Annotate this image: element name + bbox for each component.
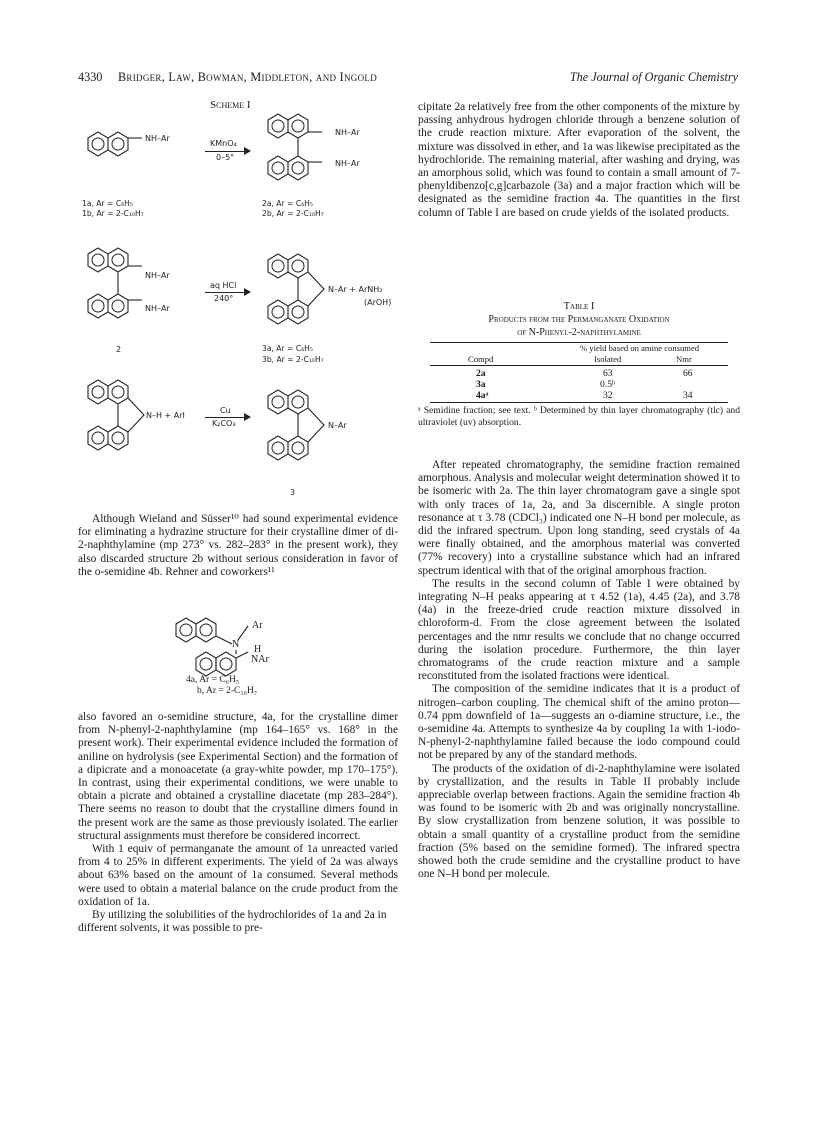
paragraph: By utilizing the solubilities of the hydrochlorides of 1a and 2a in different solvents, it was possible to pre- bbox=[78, 909, 387, 935]
table-title: Table I bbox=[563, 301, 595, 312]
group-label: NH–Ar bbox=[145, 134, 170, 143]
paragraph: cipitate 2a relatively free from the other components of the mixture by passing anhydrous hydrogen chloride through a benzene solution of the crude reaction mixture. After evaporation of the solvent, the mixture was dissolved in ether, and 1a was likewise precipitated as the hydrochloride. The remaining material, after washing and drying, was an amorphous solid, which was found to contain a small amount of 7-phenyldibenzo[c,g]carbazole (3a) and a major fraction which will be designated as the semidine fraction 4a. The quantities in the first column of Table I are based on crude yields of the isolated products. bbox=[418, 101, 740, 219]
paragraph: The products of the oxidation of di-2-naphthylamine were isolated by crystallization, and the results in Table II probably include appreciable overlap between fractions. Again the semidine fraction 4b was found to be isomeric with 2b and was originally noncrystalline. By slow crystallization from benzene solution, it was possible to obtain a small quantity of a crystalline product from the semidine fraction (5% based on the semidine formed). The infrared spectra showed both the crude semidine and the crystalline product to have one N–H bond per molecule. bbox=[418, 762, 740, 881]
compound-caption-3a: 3a, Ar = C₆H₅ bbox=[262, 344, 313, 353]
binaphthyl-structure-2 bbox=[262, 110, 342, 188]
compound-caption-2a: 2a, Ar = C₆H₅ bbox=[262, 199, 313, 208]
group-label: N–Ar bbox=[328, 421, 347, 430]
table-row bbox=[418, 379, 740, 390]
caption-4b: b, Ar = 2-C₁₀H₇ bbox=[197, 686, 258, 696]
col-header: Nmr bbox=[676, 354, 692, 364]
cell: 63 bbox=[603, 368, 613, 379]
reagent-label: KMnO₄ bbox=[210, 139, 237, 148]
compound-caption-1a: 1a, Ar = C₆H₅ bbox=[82, 199, 133, 208]
running-header bbox=[78, 70, 738, 88]
left-column-text-bottom bbox=[78, 711, 398, 935]
right-column-text-top bbox=[418, 101, 740, 220]
table-row bbox=[418, 390, 740, 401]
table-rule bbox=[430, 402, 728, 403]
compound-label-2: 2 bbox=[116, 345, 122, 354]
cell: 0.5ᵇ bbox=[600, 379, 615, 390]
group-label: NH–Ar bbox=[145, 304, 170, 313]
span-header: % yield based on amine consumed bbox=[580, 343, 700, 353]
structure-4-caption bbox=[186, 675, 257, 697]
paragraph: With 1 equiv of permanganate the amount of 1a unreacted varied from 4 to 25% in different experiments. The yield of 2a was always about 63% based on the amount of 1a consumed. Several methods were used to obtain a material balance on the crude product from the oxidation of 1a. bbox=[78, 843, 398, 908]
cell: 32 bbox=[603, 390, 613, 401]
table-header-row bbox=[418, 354, 740, 365]
cell: 2a bbox=[476, 368, 486, 379]
label-nar: NAr bbox=[251, 654, 269, 665]
journal-title: The Journal of Organic Chemistry bbox=[569, 70, 738, 84]
paragraph: Although Wieland and Süsser¹⁰ had sound experimental evidence for eliminating a hydrazine structure for their crystalline dimer of di-2-naphthylamine (mp 273° vs. 282–283° in the present work), they also discarded structure 2b without serious consideration in favor of the o-semidine 4b. Rehner and coworkers¹¹ bbox=[78, 513, 398, 578]
page-number: 4330 bbox=[78, 70, 103, 84]
cell: 4aᵃ bbox=[476, 390, 489, 401]
table-1 bbox=[418, 300, 740, 428]
reagent-condition: 0–5° bbox=[216, 153, 235, 162]
col-header: Isolated bbox=[594, 354, 622, 364]
naphthylamine-structure-1 bbox=[82, 126, 172, 166]
right-column-text-bottom bbox=[418, 459, 740, 882]
compound-caption-2b: 2b, Ar = 2-C₁₀H₇ bbox=[262, 209, 324, 218]
table-span-header bbox=[418, 343, 740, 354]
compound-caption-1b: 1b, Ar = 2-C₁₀H₇ bbox=[82, 209, 144, 218]
scheme-title: Scheme I bbox=[210, 99, 251, 111]
author-line: Bridger, Law, Bowman, Middleton, and Ingold bbox=[118, 70, 378, 84]
table-row bbox=[418, 368, 740, 379]
group-label: NH–Ar bbox=[145, 271, 170, 280]
reagent-label: Cu bbox=[220, 406, 231, 415]
compound-label-3: 3 bbox=[290, 488, 296, 497]
reaction-arrow bbox=[205, 151, 249, 152]
compound-caption-3b: 3b, Ar = 2-C₁₀H₇ bbox=[262, 355, 324, 364]
paragraph: The composition of the semidine indicates that it is a product of nitrogen–carbon coupling. The chemical shift of the amino proton—0.74 ppm downfield of 1a—suggests an o-diamine structure, i.e., the o-semidine 4a. Attempts to synthesize 4a by coupling 1a with 1-iodo-N-phenyl-2-naphthylamine failed because the iodo compound could not be prepared by any of the standard methods. bbox=[418, 683, 740, 762]
left-column-text-top bbox=[78, 513, 398, 579]
reagent-condition: K₂CO₃ bbox=[212, 419, 236, 428]
product-group-label: N–Ar + ArNH₂ bbox=[328, 285, 383, 294]
cell: 3a bbox=[476, 379, 486, 390]
label-n: N bbox=[232, 639, 240, 650]
group-label: N–H + ArI bbox=[146, 411, 185, 420]
binaphthyl-structure-2-row2 bbox=[82, 244, 162, 328]
reagent-label: aq HCl bbox=[210, 281, 237, 290]
table-subtitle: Products from the Permanganate Oxidation bbox=[488, 314, 670, 325]
reaction-arrow bbox=[205, 417, 249, 418]
cell: 66 bbox=[683, 368, 693, 379]
reagent-condition: 240° bbox=[214, 294, 234, 303]
cell: 34 bbox=[683, 390, 693, 401]
reaction-arrow bbox=[205, 292, 249, 293]
label-ar: Ar bbox=[252, 620, 263, 631]
table-subtitle: of N-Phenyl-2-naphthylamine bbox=[517, 327, 641, 338]
group-label: NH–Ar bbox=[335, 159, 360, 168]
paragraph: also favored an o-semidine structure, 4a, for the crystalline dimer from N-phenyl-2-naphthylamine (mp 164–165° vs. 168° in the present work). Their experimental evidence included the formation of aniline on hydrolysis (see Experimental Section) and the formation of a dipicrate and a monoacetate (a gray-white powder, mp 170–175°). In contrast, using their experimental conditions, we were unable to obtain a picrate and obtained a crystalline diacetate (mp 283–284°). There seems no reason to doubt that the crystalline dimers found in the present work are the same as those previously isolated. The earlier structural assignments must therefore be considered incorrect. bbox=[78, 711, 398, 842]
paragraph: After repeated chromatography, the semidine fraction remained amorphous. Analysis and molecular weight determination showed it to be isomeric with 2a. The thin layer chromatogram gave a single spot with only traces of 1a, 2a, and 3a discernible. A single proton resonance at τ 3.78 (CDCl₃) indicated one N–H bond per molecule, as did the infrared spectrum. Upon long standing, seed crystals of 4a were finally obtained, and the amorphous material was converted (77% recovery) into a crystalline substance which had an infrared spectrum identical with that of the original amorphous fraction. bbox=[418, 459, 740, 577]
paragraph: The results in the second column of Table I were obtained by integrating N–H peaks appearing at τ 4.52 (1a), 4.45 (2a), and 3.78 (4a) in the freeze-dried crude reaction mixture dissolved in chloroform-d. From the close agreement between the isolated percentages and the nmr results we conclude that no change occurred during the isolation procedure. Furthermore, the thin layer chromatograms of the crude reaction mixture and a sample reconstituted from the isolated fractions were identical. bbox=[418, 577, 740, 683]
table-footnote: ᵃ Semidine fraction; see text. ᵇ Determined by thin layer chromatography (tlc) and ultraviolet (uv) absorption. bbox=[418, 405, 740, 428]
col-header: Compd bbox=[468, 354, 494, 364]
product-group-sub: (ArOH) bbox=[364, 298, 392, 307]
table-rule bbox=[430, 365, 728, 366]
group-label: NH–Ar bbox=[335, 128, 360, 137]
caption-4a: 4a, Ar = C₆H₅ bbox=[186, 675, 240, 685]
label-h: H bbox=[254, 644, 262, 655]
